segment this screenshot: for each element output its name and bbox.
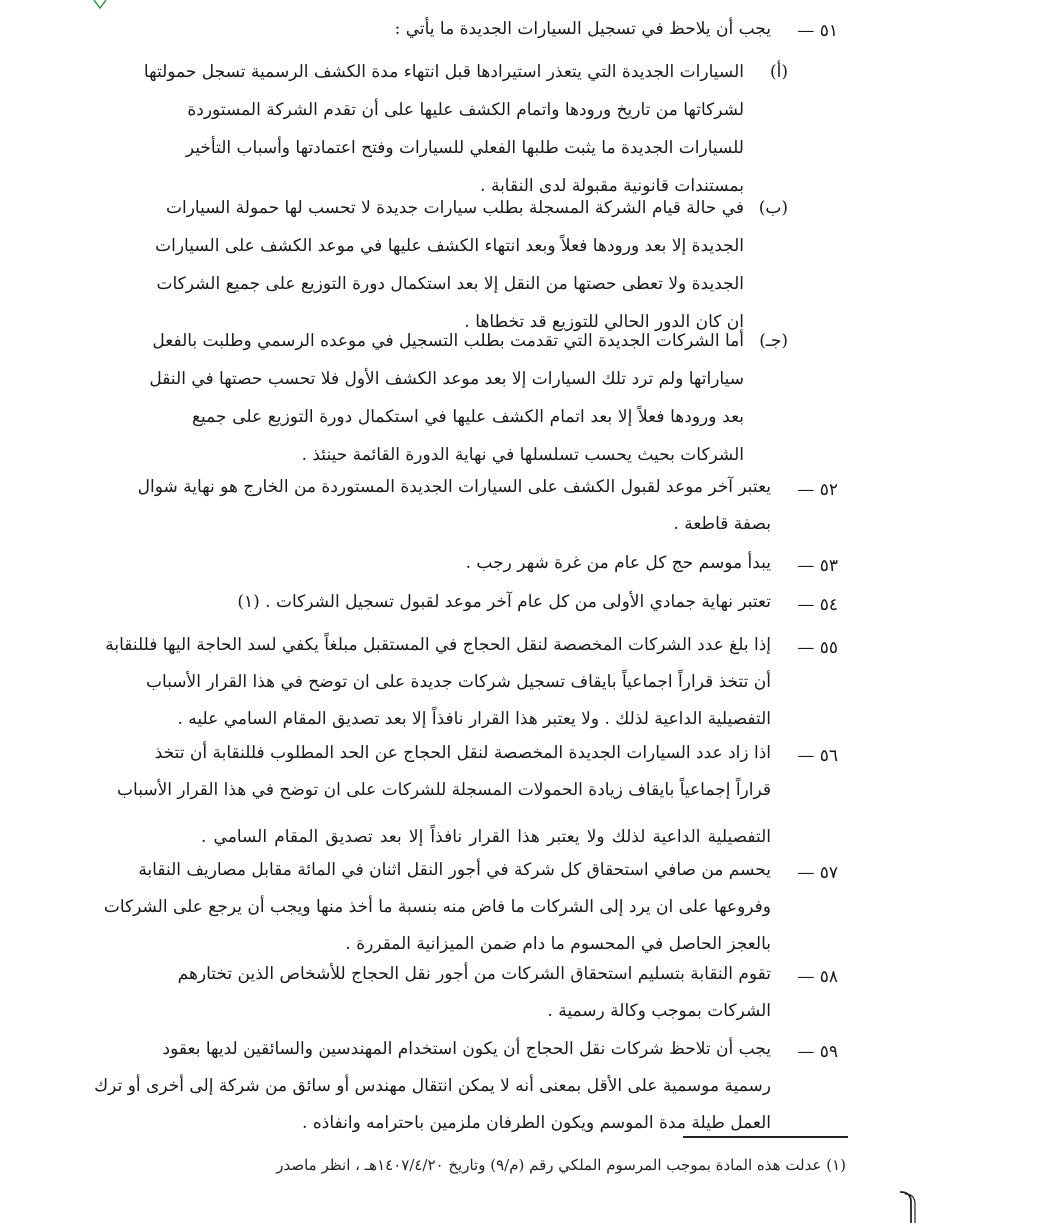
article-56-text: [117, 735, 771, 856]
article-56-line: اذا زاد عدد السيارات الجديدة المخصصة لنقل الحجاج عن الحد المطلوب فللنقابة أن تتخذ: [154, 743, 771, 763]
article-number-57: ٥٧ —: [797, 863, 838, 883]
article-59-line: رسمية موسمية على الأقل بمعنى أنه لا يمكن انتقال مهندس أو سائق من شركة إلى أخرى أو ترك: [94, 1076, 771, 1096]
article-number-54: ٥٤ —: [797, 595, 838, 615]
article-number-53: ٥٣ —: [797, 556, 838, 576]
article-53-text: [201, 545, 771, 582]
article-55-line: التفصيلية الداعية لذلك . ولا يعتبر هذا القرار نافذاً إلا بعد تصديق المقام السامي عليه .: [177, 709, 771, 729]
subitem-b-text: [155, 189, 744, 341]
subitem-c-line: أما الشركات الجديدة التي تقدمت بطلب التسجيل في موعده الرسمي وطلبت بالفعل: [152, 331, 744, 351]
article-52-line: يعتبر آخر موعد لقبول الكشف على السيارات الجديدة المستوردة من الخارج هو نهاية شوال: [137, 477, 771, 497]
article-56-line: قراراً إجماعياً بايقاف زيادة الحمولات المسجلة للشركات على ان توضح في هذا القرار الأسباب: [117, 780, 771, 800]
subitem-label-b: (ب): [758, 198, 788, 218]
article-54-line: تعتبر نهاية جمادي الأولى من كل عام آخر موعد لقبول تسجيل الشركات . (١): [237, 592, 771, 612]
article-59-line: يجب أن تلاحظ شركات نقل الحجاج أن يكون استخدام المهندسين والسائقين لديها بعقود: [162, 1039, 771, 1059]
subitem-b-line: ان كان الدور الحالي للتوزيع قد تخطاها .: [464, 312, 744, 332]
article-number-55: ٥٥ —: [797, 638, 838, 658]
subitem-c-line: بعد ورودها فعلاً إلا بعد اتمام الكشف عليها في استكمال دورة التوزيع على جميع: [192, 407, 744, 427]
article-number-59: ٥٩ —: [797, 1042, 838, 1062]
article-55-text: [105, 627, 771, 738]
article-51-text: [266, 11, 771, 48]
subitem-c-line: سياراتها ولم ترد تلك السيارات إلا بعد موعد الكشف الأول فلا تحسب حصتها في النقل: [149, 369, 744, 389]
subitem-a-line: لشركاتها من تاريخ ورودها واتمام الكشف عليها على أن تقدم الشركة المستوردة: [187, 100, 744, 120]
article-57-line: يحسم من صافي استحقاق كل شركة في أجور النقل اثنان في المائة مقابل مصاريف النقابة: [138, 860, 771, 880]
subitem-a-line: بمستندات قانونية مقبولة لدى النقابة .: [480, 176, 744, 196]
article-52-line: بصفة قاطعة .: [673, 514, 771, 534]
article-59-line: العمل طيلة مدة الموسم ويكون الطرفان ملزمين باحترامه وانفاذه .: [302, 1113, 771, 1133]
article-53-line: يبدأ موسم حج كل عام من غرة شهر رجب .: [465, 553, 771, 573]
subitem-label-a: (أ): [770, 62, 788, 82]
green-corner-mark: [92, 0, 108, 10]
article-number-52: ٥٢ —: [797, 480, 838, 500]
article-58-line: الشركات بموجب وكالة رسمية .: [547, 1001, 771, 1021]
page-corner-bracket: [897, 1190, 919, 1223]
subitem-b-line: في حالة قيام الشركة المسجلة بطلب سيارات جديدة لا تحسب لها حمولة السيارات: [165, 198, 744, 218]
article-number-51: ٥١ —: [797, 21, 838, 41]
article-57-line: بالعجز الحاصل في المحسوم ما دام ضمن الميزانية المقررة .: [345, 934, 771, 954]
article-57-text: [103, 852, 771, 963]
article-58-text: [177, 956, 771, 1030]
article-52-text: [137, 469, 771, 543]
article-number-58: ٥٨ —: [797, 967, 838, 987]
subitem-a-line: السيارات الجديدة التي يتعذر استيرادها قبل انتهاء مدة الكشف الرسمية تسجل حمولتها: [143, 62, 744, 82]
subitem-c-text: [149, 322, 744, 474]
article-51-line: يجب أن يلاحظ في تسجيل السيارات الجديدة ما يأتي :: [394, 19, 771, 39]
subitem-c-line: الشركات بحيث يحسب تسلسلها في نهاية الدورة القائمة حينئذ .: [301, 445, 744, 465]
article-55-line: إذا بلغ عدد الشركات المخصصة لنقل الحجاج في المستقبل مبلغاً يكفي لسد الحاجة اليها فللنقابة: [105, 635, 771, 655]
article-58-line: تقوم النقابة بتسليم استحقاق الشركات من أجور نقل الحجاج للأشخاص الذين تختارهم: [177, 964, 771, 984]
subitem-b-line: الجديدة إلا بعد ورودها فعلاً وبعد انتهاء الكشف عليها في موعد الكشف على السيارات: [155, 236, 744, 256]
footnote: (١) عدلت هذه المادة بموجب المرسوم الملكي رقم (م/٩) وتاريخ ١٤٠٧/٤/٢٠هـ ، انظر ماصدر: [276, 1156, 846, 1174]
subitem-b-line: الجديدة ولا تعطى حصتها من النقل إلا بعد استكمال دورة التوزيع على جميع الشركات: [156, 274, 744, 294]
article-number-56: ٥٦ —: [797, 746, 838, 766]
article-55-line: أن تتخذ قراراً اجماعياً بايقاف تسجيل شركات جديدة على ان توضح في هذا القرار الأسباب: [145, 672, 771, 692]
footnote-divider: [683, 1136, 848, 1138]
article-59-text: [94, 1031, 771, 1142]
article-56-line: التفصيلية الداعية لذلك ولا يعتبر هذا القرار نافذاً إلا بعد تصديق المقام السامي .: [201, 827, 771, 847]
subitem-a-line: للسيارات الجديدة ما يثبت طلبها الفعلي للسيارات وفتح اعتمادتها وأسباب التأخير: [185, 138, 744, 158]
subitem-a-text: [143, 53, 744, 205]
subitem-label-c: (جـ): [759, 331, 788, 351]
article-54-text: [201, 584, 771, 621]
article-57-line: وفروعها على ان يرد إلى الشركات ما فاض منه بنسبة ما أخذ منها ويجب أن يرجع على الشركات: [103, 897, 771, 917]
